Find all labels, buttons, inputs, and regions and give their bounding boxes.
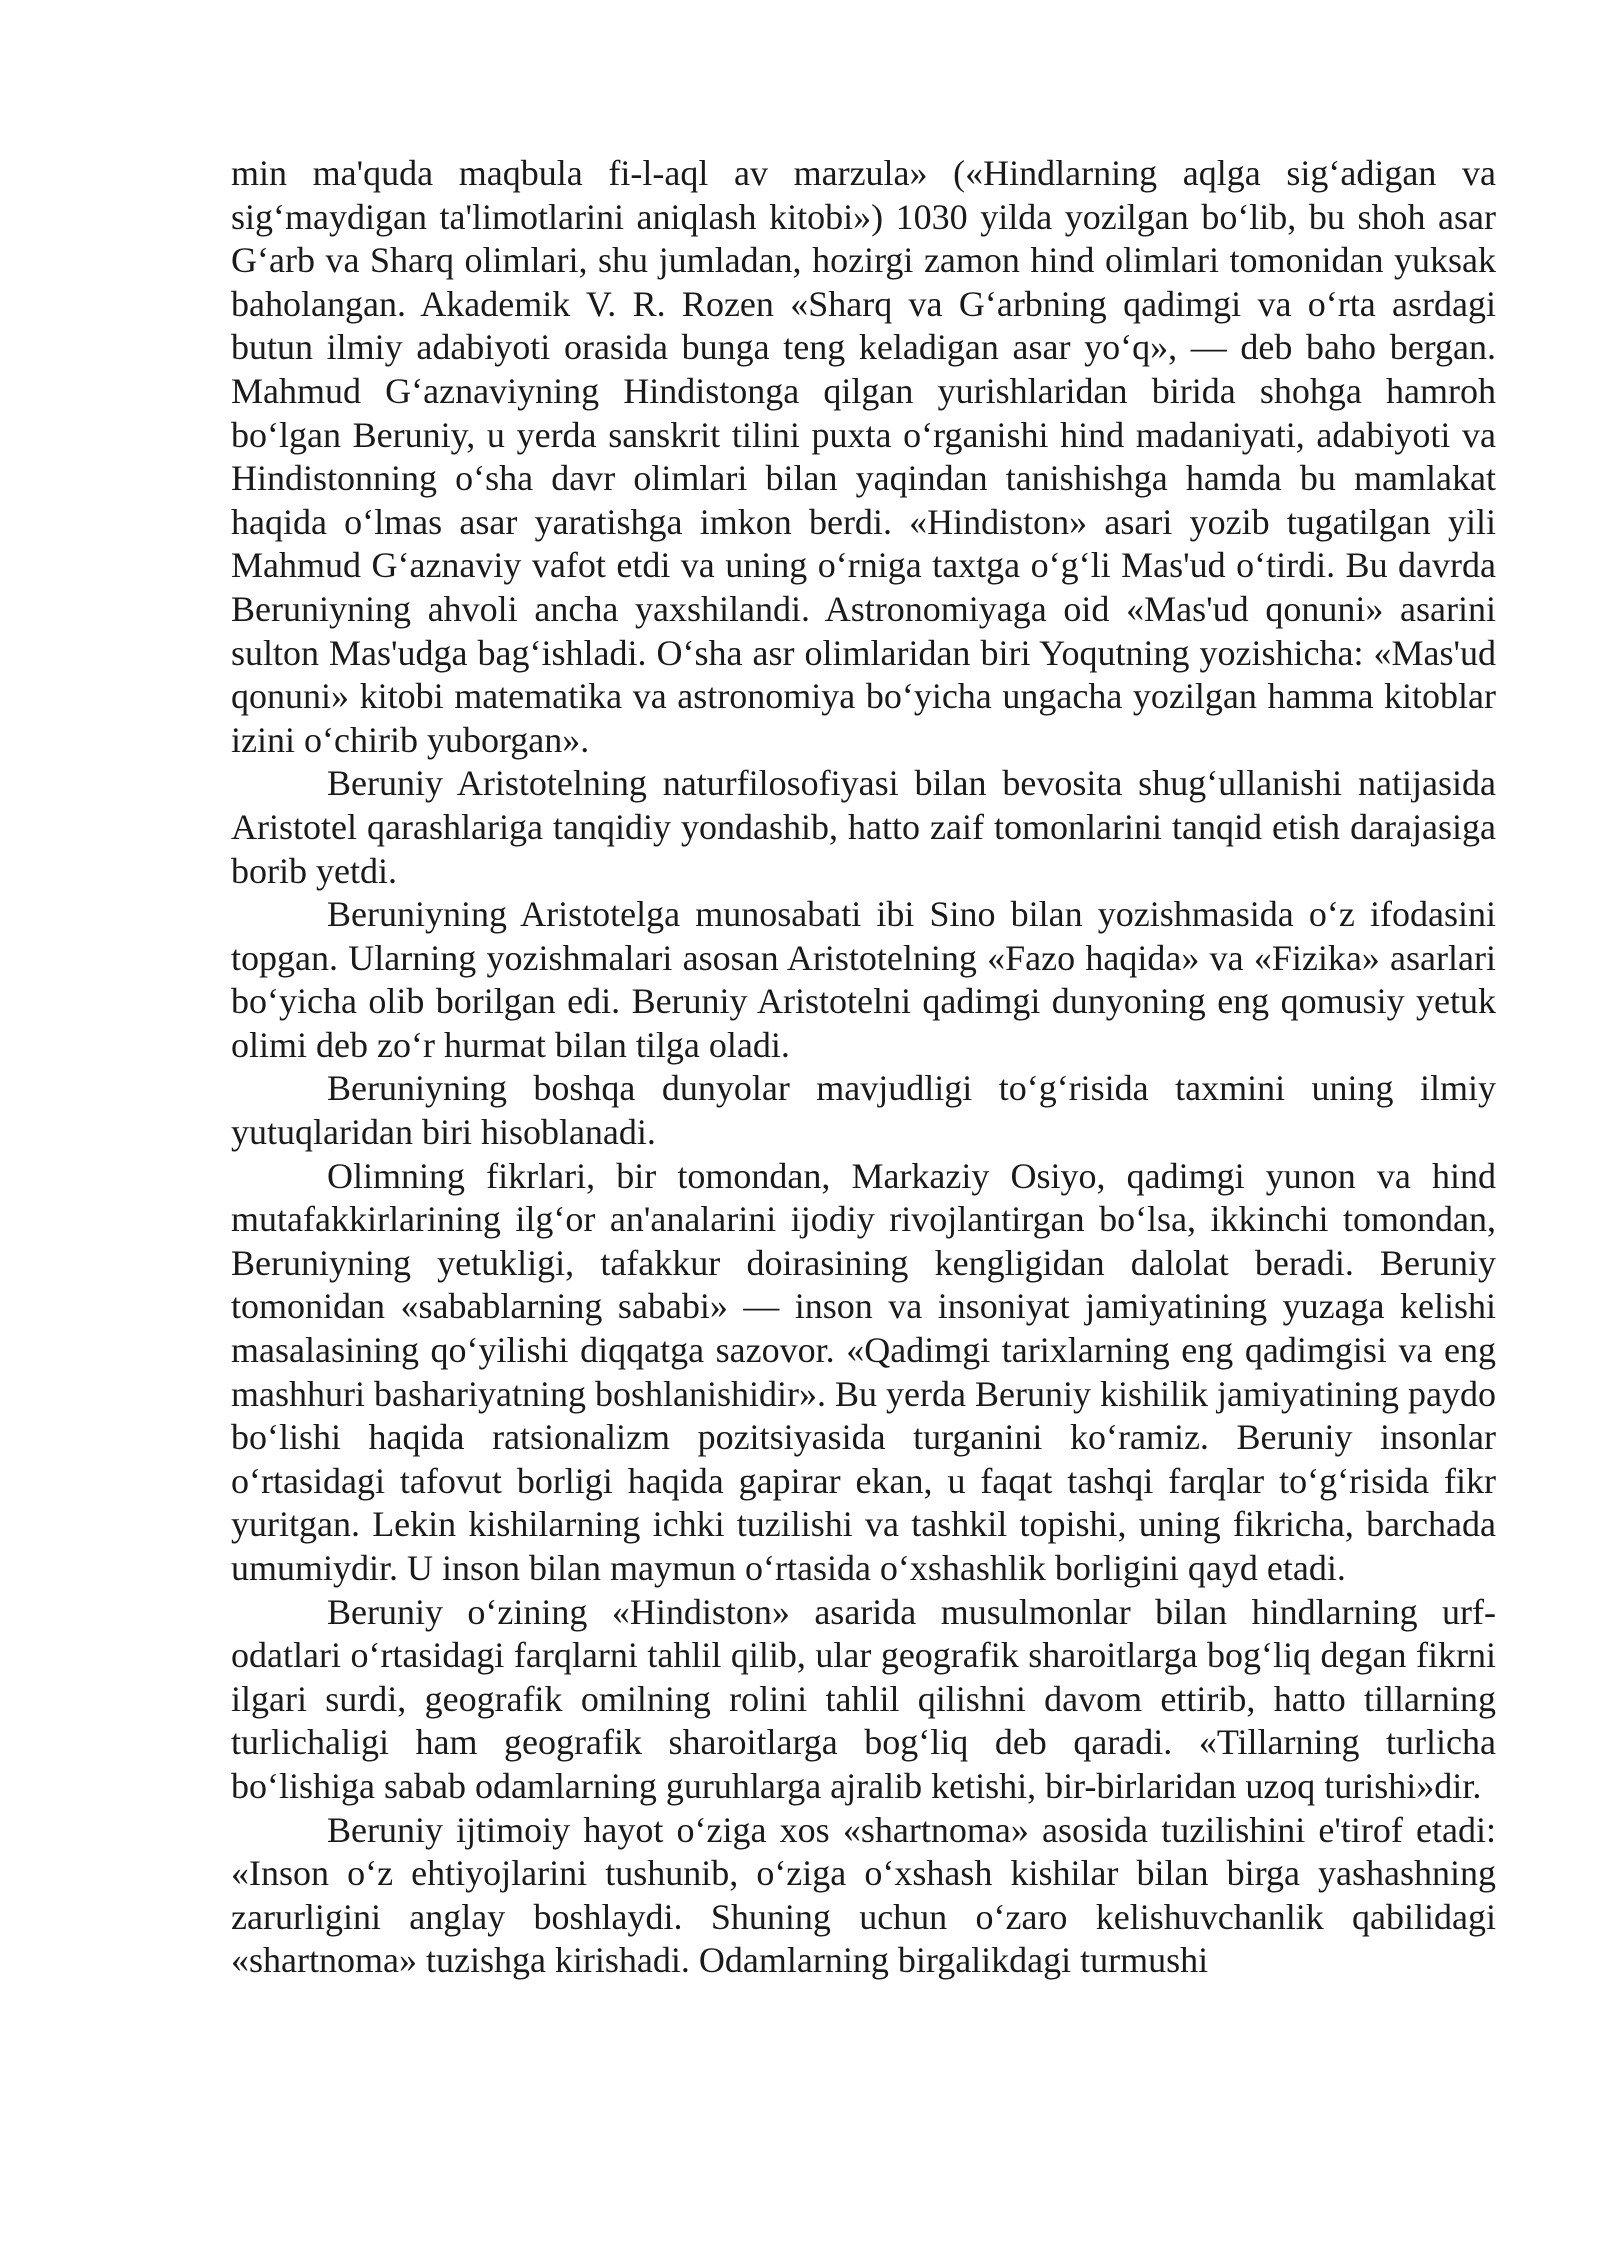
paragraph-6: Beruniy o‘zining «Hindiston» asarida musulmonlar bilan hindlarning urf-odatlari o‘rtasidagi farqlarni tahlil qilib, ular geografik sharoitlarga bog‘liq degan fikrni ilgari surdi, geografik omilning rolini tahlil qilishni davom ettirib, hatto tillarning turlichaligi ham geografik sharoitlarga bog‘liq deb qaradi. «Tillarning turlicha bo‘lishiga sabab odamlarning guruhlarga ajralib ketishi, bir-birlaridan uzoq turishi»dir. — [231, 1591, 1496, 1806]
paragraph-7: Beruniy ijtimoiy hayot o‘ziga xos «shartnoma» asosida tuzilishini e'tirof etadi: «Inson o‘z ehtiyojlarini tushunib, o‘ziga o‘xshash kishilar bilan birga yashashning zarurligini anglay boshlaydi. Shuning uchun o‘zaro kelishuvchanlik qabilidagi «shartnoma» tuzishga kirishadi. Odamlarning birgalikdagi turmushi — [231, 1809, 1496, 1981]
paragraph-3: Beruniyning Aristotelga munosabati ibi Sino bilan yozishmasida o‘z ifodasini topgan. Ularning yozishmalari asosan Aristotelning «Fazo haqida» va «Fizika» asarlari bo‘yicha olib borilgan edi. Beruniy Aristotelni qadimgi dunyoning eng qomusiy yetuk olimi deb zo‘r hurmat bilan tilga oladi. — [231, 894, 1496, 1065]
paragraph-2: Beruniy Aristotelning naturfilosofiyasi bilan bevosita shug‘ullanishi natijasida Aristotel qarashlariga tanqidiy yondashib, hatto zaif tomonlarini tanqid etish darajasiga borib yetdi. — [231, 763, 1496, 891]
paragraph-5: Olimning fikrlari, bir tomondan, Markaziy Osiyo, qadimgi yunon va hind mutafakkirlarining ilg‘or an'analarini ijodiy rivojlantirgan bo‘lsa, ikkinchi tomondan, Beruniyning yetukligi, tafakkur doirasining kengligidan dalolat beradi. Beruniy tomonidan «sabablarning sababi» — inson va insoniyat jamiyatining yuzaga kelishi masalasining qo‘yilishi diqqatga sazovor. «Qadimgi tarixlarning eng qadimgisi va eng mashhuri bashariyatning boshlanishidir». Bu yerda Beruniy kishilik jamiyatining paydo bo‘lishi haqida ratsionalizm pozitsiyasida turganini ko‘ramiz. Beruniy insonlar o‘rtasidagi tafovut borligi haqida gapirar ekan, u faqat tashqi farqlar to‘g‘risida fikr yuritgan. Lekin kishilarning ichki tuzilishi va tashkil topishi, uning fikricha, barchada umumiydir. U inson bilan maymun o‘rtasida o‘xshashlik borligini qayd etadi. — [231, 1155, 1496, 1588]
paragraph-1: min ma'quda maqbula fi-l-aql av marzula» («Hindlarning aqlga sig‘adigan va sig‘maydigan ta'limotlarini aniqlash kitobi») 1030 yilda yozilgan bo‘lib, bu shoh asar G‘arb va Sharq olimlari, shu jumladan, hozirgi zamon hind olimlari tomonidan yuksak baholangan. Akademik V. R. Rozen «Sharq va G‘arbning qadimgi va o‘rta asrdagi butun ilmiy adabiyoti orasida bunga teng keladigan asar yo‘q», — deb baho bergan. Mahmud G‘aznaviyning Hindistonga qilgan yurishlaridan birida shohga hamroh bo‘lgan Beruniy, u yerda sanskrit tilini puxta o‘rganishi hind madaniyati, adabiyoti va Hindistonning o‘sha davr olimlari bilan yaqindan tanishishga hamda bu mamlakat haqida o‘lmas asar yaratishga imkon berdi. «Hindiston» asari yozib tugatilgan yili Mahmud G‘aznaviy vafot etdi va uning o‘rniga taxtga o‘g‘li Mas'ud o‘tirdi. Bu davrda Beruniyning ahvoli ancha yaxshilandi. Astronomiyaga oid «Mas'ud qonuni» asarini sulton Mas'udga bag‘ishladi. O‘sha asr olimlaridan biri Yoqutning yozishicha: «Mas'ud qonuni» kitobi matematika va astronomiya bo‘yicha ungacha yozilgan hamma kitoblar izini o‘chirib yuborgan». — [231, 153, 1496, 760]
document-text-body — [231, 152, 1496, 1983]
paragraph-4: Beruniyning boshqa dunyolar mavjudligi to‘g‘risida taxmini uning ilmiy yutuqlaridan biri hisoblanadi. — [231, 1068, 1496, 1153]
